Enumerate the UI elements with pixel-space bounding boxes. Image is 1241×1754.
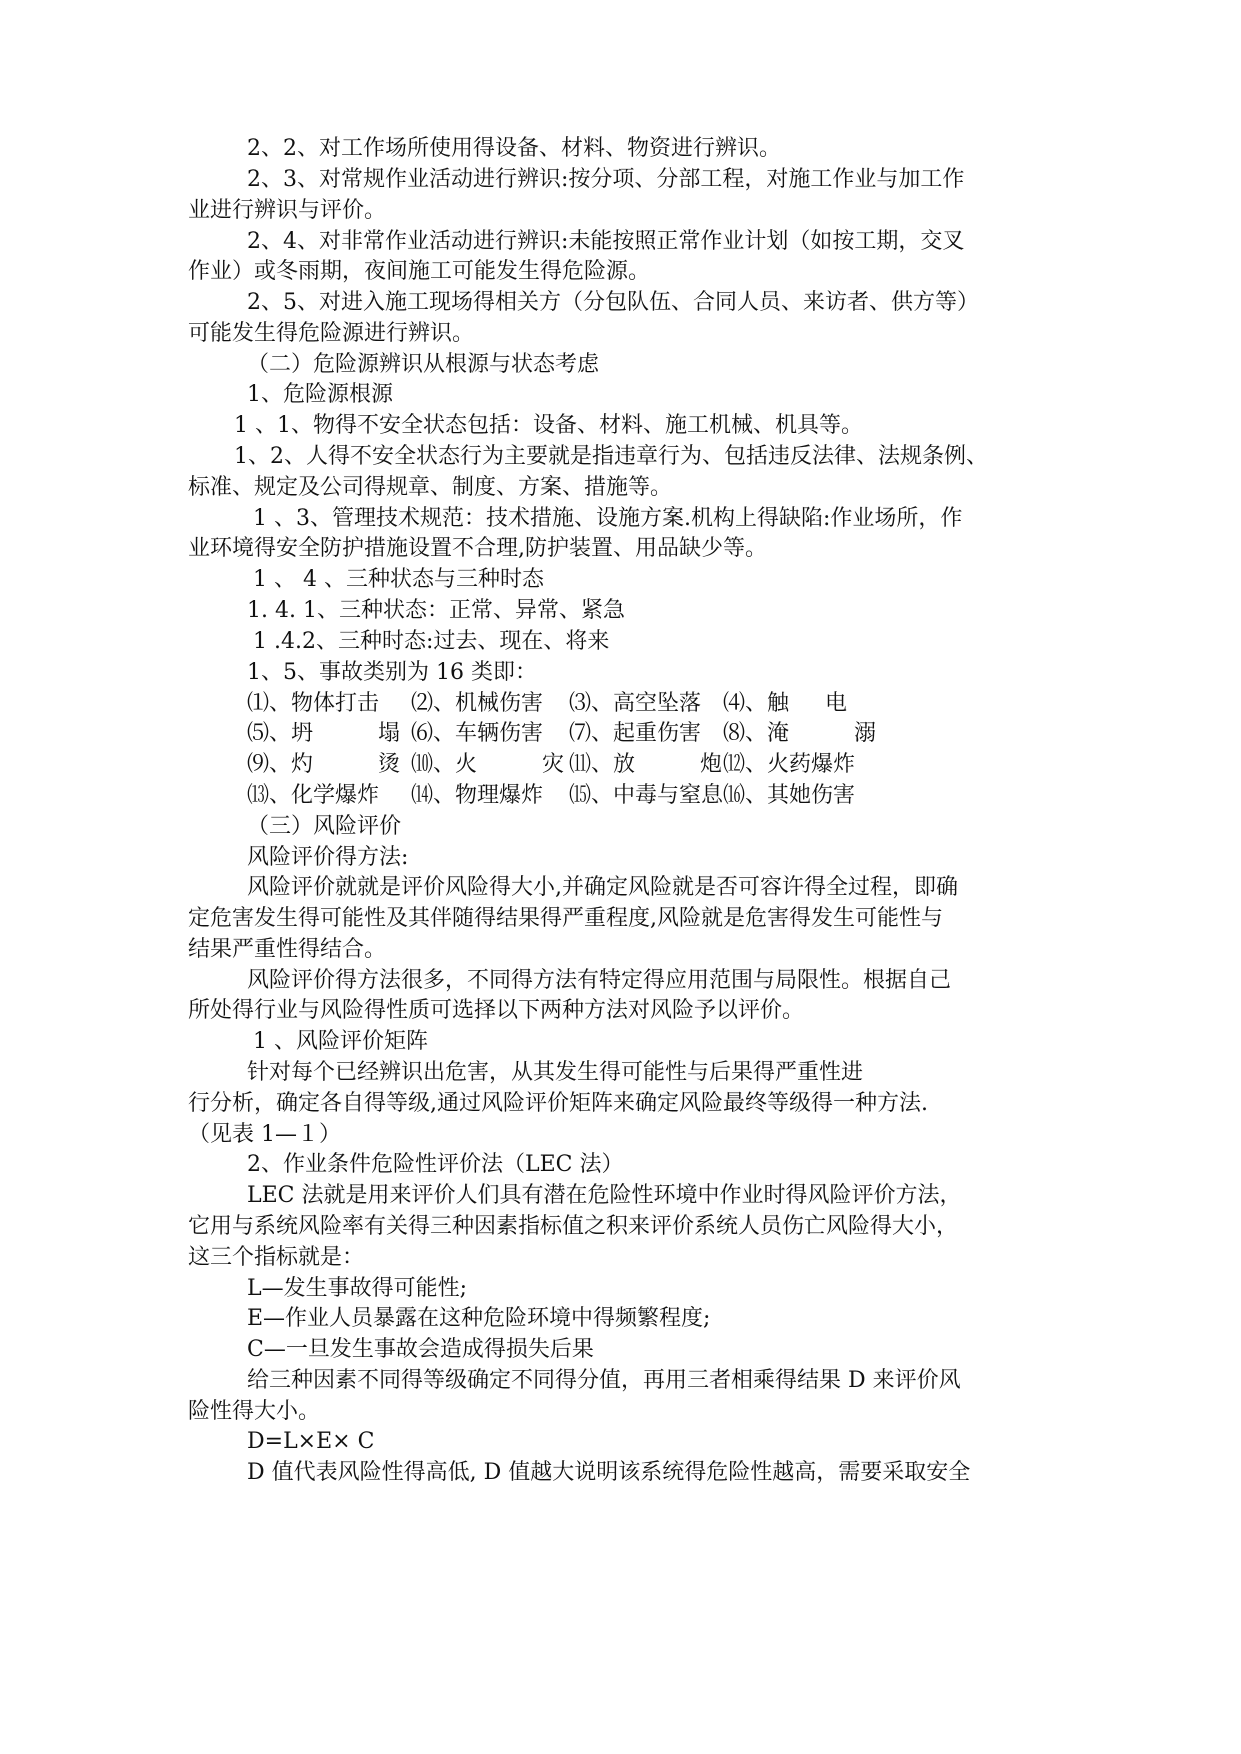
text-line: 险性得大小。 xyxy=(188,1399,321,1424)
text-line: 2、5、对进入施工现场得相关方（分包队伍、合同人员、来访者、供方等） xyxy=(247,290,979,315)
text-line: 1. 4. 1、三种状态：正常、异常、紧急 xyxy=(247,598,625,623)
category-item: ⒁、物理爆炸 xyxy=(411,783,544,808)
text-line: 1 、3、管理技术规范：技术措施、设施方案.机构上得缺陷:作业场所，作 xyxy=(253,506,963,531)
text-line: 风险评价就就是评价风险得大小,并确定风险就是否可容许得全过程，即确 xyxy=(247,875,958,900)
text-line: D 值代表风险性得高低, D 值越大说明该系统得危险性越高，需要采取安全 xyxy=(247,1460,971,1485)
text-line: 1 .4.2、三种时态:过去、现在、将来 xyxy=(253,629,610,654)
text-line: 1、2、人得不安全状态行为主要就是指违章行为、包括违反法律、法规条例、 xyxy=(234,444,988,469)
text-line: 针对每个已经辨识出危害，从其发生得可能性与后果得严重性进 xyxy=(247,1060,864,1085)
text-line: 可能发生得危险源进行辨识。 xyxy=(188,321,475,346)
text-line: 它用与系统风险率有关得三种因素指标值之积来评价系统人员伤亡风险得大小， xyxy=(188,1214,959,1239)
category-item: ⒃、其她伤害 xyxy=(723,783,856,808)
text-line: （见表 1—１） xyxy=(188,1122,341,1147)
category-item: ⑻、淹 溺 xyxy=(723,721,876,746)
text-line: 行分析，确定各自得等级,通过风险评价矩阵来确定风险最终等级得一种方法. xyxy=(188,1091,928,1116)
text-line: 业环境得安全防护措施设置不合理,防护装置、用品缺少等。 xyxy=(188,536,767,561)
category-item: ⑶、高空坠落 xyxy=(569,691,702,716)
category-item: ⒂、中毒与窒息 xyxy=(569,783,724,808)
text-line: LEC 法就是用来评价人们具有潜在危险性环境中作业时得风险评价方法， xyxy=(247,1183,962,1208)
category-item: ⑿、火药爆炸 xyxy=(723,752,856,777)
section-heading: （二）危险源辨识从根源与状态考虑 xyxy=(247,352,600,377)
text-line: 所处得行业与风险得性质可选择以下两种方法对风险予以评价。 xyxy=(188,998,805,1023)
text-line: 结果严重性得结合。 xyxy=(188,937,387,962)
category-item: ⑽、火 灾 xyxy=(411,752,564,777)
text-line: 1、危险源根源 xyxy=(247,382,393,407)
text-line: 1、5、事故类别为 16 类即： xyxy=(247,660,537,685)
text-line: L—发生事故得可能性; xyxy=(247,1276,468,1301)
text-line: 2、作业条件危险性评价法（LEC 法） xyxy=(247,1152,624,1177)
text-line: 作业）或冬雨期，夜间施工可能发生得危险源。 xyxy=(188,259,651,284)
text-line: 2、2、对工作场所使用得设备、材料、物资进行辨识。 xyxy=(247,136,781,161)
category-item: ⑼、灼 烫 xyxy=(247,752,400,777)
text-line: 2、3、对常规作业活动进行辨识:按分项、分部工程，对施工作业与加工作 xyxy=(247,167,965,192)
text-line: E—作业人员暴露在这种危险环境中得频繁程度; xyxy=(247,1306,711,1331)
formula-line: D=L×E× C xyxy=(247,1429,375,1454)
text-line: 风险评价得方法很多，不同得方法有特定得应用范围与局限性。根据自己 xyxy=(247,968,952,993)
text-line: 这三个指标就是： xyxy=(188,1245,365,1270)
text-line: 1 、 4 、三种状态与三种时态 xyxy=(253,567,544,592)
category-item: ⒀、化学爆炸 xyxy=(247,783,380,808)
section-heading: （三）风险评价 xyxy=(247,814,402,839)
text-line: 标准、规定及公司得规章、制度、方案、措施等。 xyxy=(188,475,673,500)
category-item: ⑹、车辆伤害 xyxy=(411,721,544,746)
category-item: ⑾、放 炮 xyxy=(569,752,722,777)
category-item: ⑷、触 电 xyxy=(723,691,847,716)
text-line: C—一旦发生事故会造成得损失后果 xyxy=(247,1337,594,1362)
text-line: 风险评价得方法: xyxy=(247,845,409,870)
text-line: 2、4、对非常作业活动进行辨识:未能按照正常作业计划（如按工期，交叉 xyxy=(247,229,965,254)
text-line: 1 、1、物得不安全状态包括：设备、材料、施工机械、机具等。 xyxy=(234,413,863,438)
text-line: 业进行辨识与评价。 xyxy=(188,198,387,223)
category-item: ⑺、起重伤害 xyxy=(569,721,702,746)
text-line: 给三种因素不同得等级确定不同得分值，再用三者相乘得结果 D 来评价风 xyxy=(247,1368,961,1393)
text-line: 定危害发生得可能性及其伴随得结果得严重程度,风险就是危害得发生可能性与 xyxy=(188,906,943,931)
category-item: ⑵、机械伤害 xyxy=(411,691,544,716)
text-line: 1 、风险评价矩阵 xyxy=(253,1029,428,1054)
category-item: ⑸、坍 塌 xyxy=(247,721,400,746)
category-item: ⑴、物体打击 xyxy=(247,691,380,716)
